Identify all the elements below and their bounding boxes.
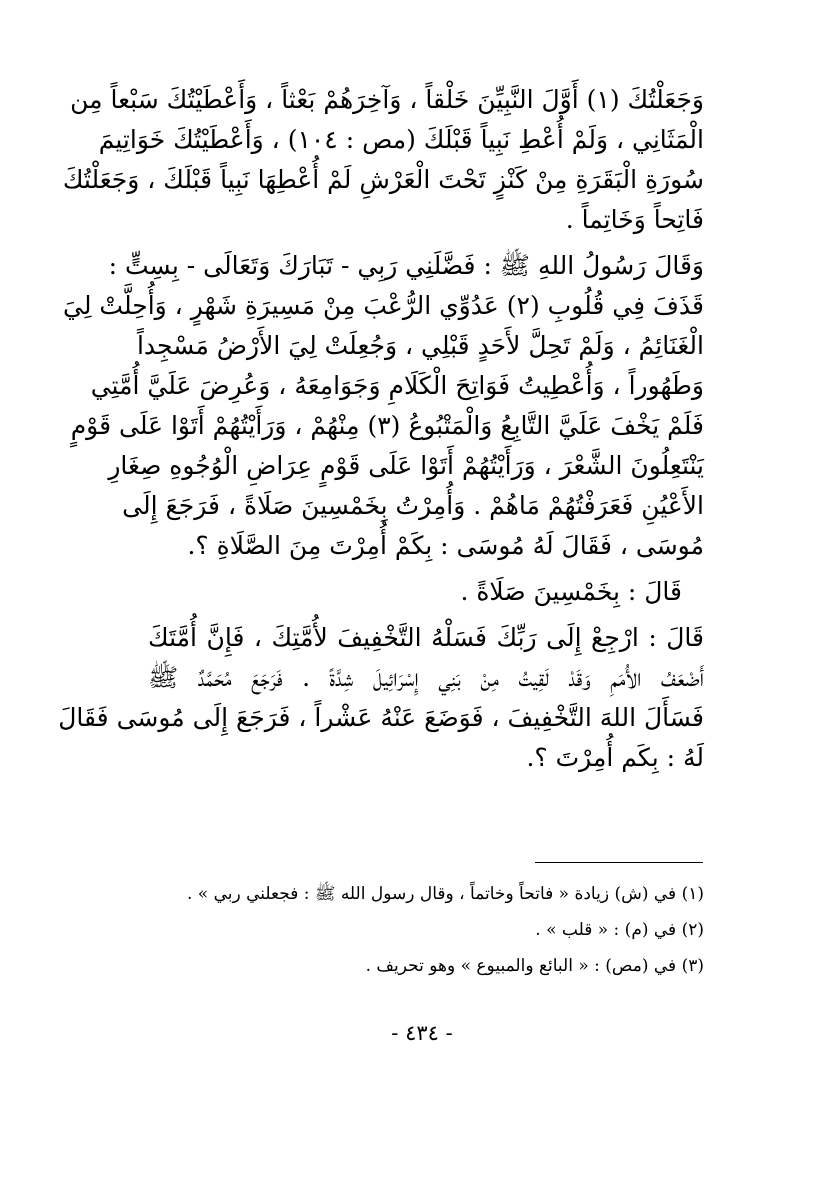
footnote-separator [535,862,703,863]
footnote: (١) في (ش) زيادة « فاتحاً وخاتماً ، وقال رسول الله ﷺ : فجعلني ربي » . [186,884,704,904]
text-line: لَهُ : بِكَم أُمِرْتَ ؟. [526,743,704,772]
text-line: فَلَمْ يَخْفَ عَلَيَّ التَّابِعُ وَالْمَتْبُوعُ (٣) مِنْهُمْ ، وَرَأَيْتُهُمْ أَتَوْا عَلَى قَوْمٍ [70,411,704,440]
text-line: قَذَفَ فِي قُلُوبِ (٢) عَدُوِّي الرُّعْبَ مِنْ مَسِيرَةِ شَهْرٍ ، وَأُحِلَّتْ لِيَ [63,291,704,320]
text-line: قَالَ : ارْجِعْ إِلَى رَبِّكَ فَسَلْهُ التَّخْفِيفَ لأُمَّتِكَ ، فَإِنَّ أُمَّتَكَ [148,623,704,652]
text-line: وَطَهُوراً ، وَأُعْطِيتُ فَوَاتِحَ الْكَلَامِ وَجَوَامِعَهُ ، وَعُرِضَ عَلَيَّ أُمَّتِي [90,371,704,400]
text-line: فَسَأَلَ اللهَ التَّخْفِيفَ ، فَوَضَعَ عَنْهُ عَشْراً ، فَرَجَعَ إِلَى مُوسَى فَقَالَ [58,703,704,732]
text-line: الأَعْيُنِ فَعَرَفْتُهُمْ مَاهُمْ . وَأُمِرْتُ بِخَمْسِينَ صَلَاةً ، فَرَجَعَ إِلَى [122,491,704,520]
text-line: وَقَالَ رَسُولُ اللهِ ﷺ : فَضَّلَنِي رَبِي - تَبَارَكَ وَتَعَالَى - بِسِتٍّ : [108,251,704,280]
main-text [58,80,704,778]
text-line: مُوسَى ، فَقَالَ لَهُ مُوسَى : بِكَمْ أُمِرْتَ مِنَ الصَّلَاةِ ؟. [187,531,704,560]
text-line: الْمَثَانِي ، وَلَمْ أُعْطِ نَبِياً قَبْلَكَ (مص : ١٠٤) ، وَأَعْطَيْتُكَ خَوَاتِيمَ [98,125,704,154]
text-line: قَالَ : بِخَمْسِينَ صَلَاةً . [460,577,682,606]
text-line: الْغَنَائِمُ ، وَلَمْ تَحِلَّ لأَحَدٍ قَبْلِي ، وَجُعِلَتْ لِيَ الأَرْضُ مَسْجِداً [136,331,704,360]
footnote: (٢) في (م) : « قلب » . [535,920,704,940]
text-line: سُورَةِ الْبَقَرَةِ مِنْ كَنْزٍ تَحْتَ الْعَرْشِ لَمْ أُعْطِهَا نَبِياً قَبْلَكَ ، وَجَعَلْتُكَ [62,165,704,194]
footnotes [148,876,704,984]
footnote: (٣) في (مص) : « البائع والمبيوع » وهو تحريف . [365,956,704,976]
page-number: - ٤٣٤ - [391,1021,453,1045]
text-line: وَجَعَلْتُكَ (١) أَوَّلَ النَّبِيِّنَ خَلْقاً ، وَآخِرَهُمْ بَعْثاً ، وَأَعْطَيْتُكَ سَبْعاً مِن [70,85,704,114]
text-line: فَاتِحاً وَخَاتِماً . [565,205,704,234]
text-line: يَنْتَعِلُونَ الشَّعْرَ ، وَرَأَيْتُهُمْ أَتَوْا عَلَى قَوْمٍ عِرَاضِ الْوُجُوهِ صِغَارِ [108,451,704,480]
text-line: أَضْعَفُ الأُمَمِ وَقَدْ لَقِيتُ مِنْ بَنِي إِسْرَائِيلَ شِدَّةً . فَرَجَعَ مُحَمَّدٌ ﷺ [148,663,704,692]
